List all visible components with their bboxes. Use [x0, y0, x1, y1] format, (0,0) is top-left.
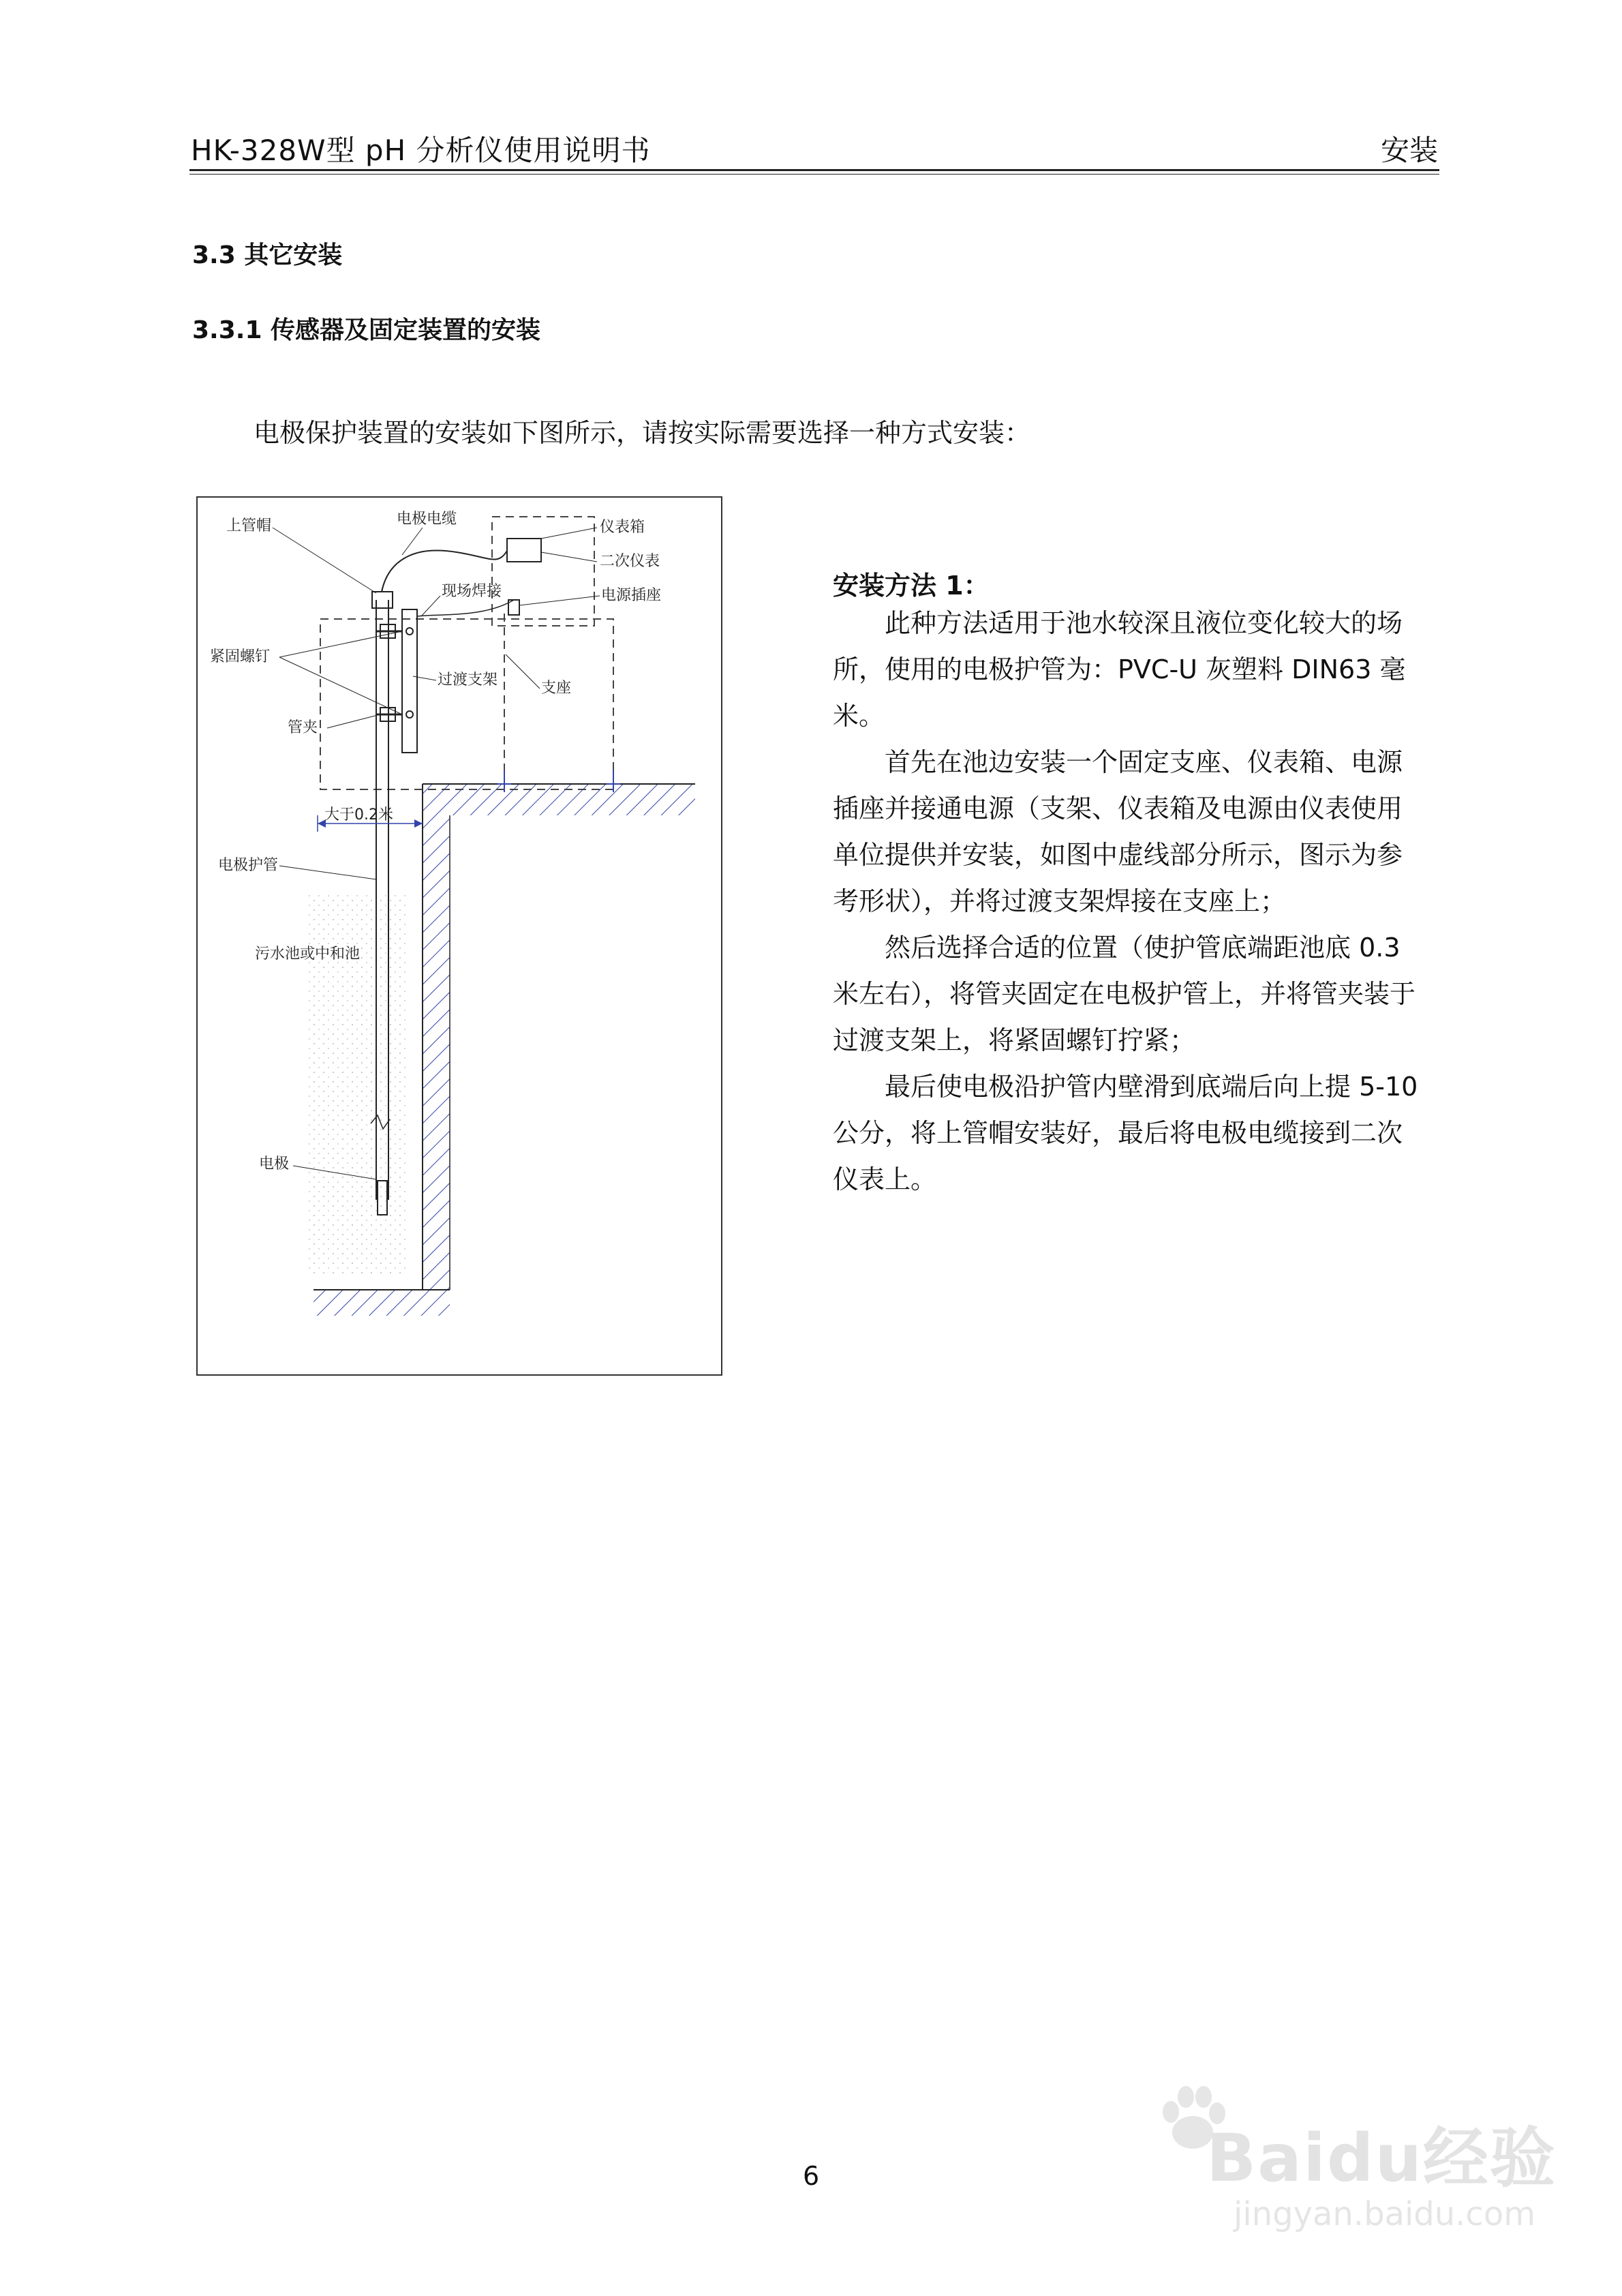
label-field-weld: 现场焊接: [442, 583, 502, 600]
method-paragraph: 最后使电极沿护管内壁滑到底端后向上提 5-10 公分，将上管帽安装好，最后将电极电缆接到二次仪表上。: [833, 1072, 1418, 1194]
label-dimension: 大于0.2米: [324, 806, 393, 824]
header-divider: [189, 169, 1439, 175]
label-transition-bracket: 过渡支架: [438, 671, 498, 689]
subsection-heading: 3.3.1 传感器及固定装置的安装: [192, 316, 541, 344]
intro-paragraph: 电极保护装置的安装如下图所示，请按实际需要选择一种方式安装：: [254, 418, 1031, 448]
method-paragraph: 此种方法适用于池水较深且液位变化较大的场所，使用的电极护管为：PVC-U 灰塑料 DIN63 毫米。: [833, 608, 1406, 731]
label-pipe-clamp: 管夹: [288, 719, 318, 736]
baidu-watermark: [1152, 2079, 1561, 2243]
label-electrode: 电极: [258, 1155, 289, 1173]
method-paragraph: 首先在池边安装一个固定支座、仪表箱、电源插座并接通电源（支架、仪表箱及电源由仪表使用单位提供并安装，如图中虚线部分所示，图示为参考形状），并将过渡支架焊接在支座上；: [833, 747, 1403, 916]
support-base: [320, 619, 613, 789]
secondary-instrument: [507, 539, 541, 562]
upper-cap: [372, 592, 393, 608]
document-title: HK-328W型 pH 分析仪使用说明书: [191, 134, 651, 167]
label-instrument-box: 仪表箱: [600, 519, 645, 536]
label-electrode-cable: 电极电缆: [397, 511, 457, 528]
label-pool: 污水池或中和池: [254, 946, 360, 963]
ground-slab: [423, 784, 695, 815]
label-set-screw: 紧固螺钉: [210, 648, 271, 665]
section-heading: 3.3 其它安装: [192, 241, 343, 269]
installation-figure: [196, 496, 722, 1376]
method-description: [833, 600, 1419, 1203]
label-upper-cap: 上管帽: [226, 517, 271, 534]
transition-bracket: [402, 609, 417, 753]
label-secondary-instrument: 二次仪表: [600, 553, 660, 570]
label-power-socket: 电源插座: [601, 587, 662, 604]
installation-diagram: [198, 498, 722, 1376]
method-title: 安装方法 1：: [833, 571, 990, 601]
instrument-box: [492, 517, 594, 626]
watermark-url: jingyan.baidu.com: [1234, 2195, 1535, 2233]
section-name: 安装: [1380, 134, 1438, 167]
label-electrode-sleeve: 电极护管: [217, 857, 278, 874]
page-number: 6: [803, 2161, 820, 2191]
method-paragraph: 然后选择合适的位置（使护管底端距池底 0.3 米左右），将管夹固定在电极护管上，并将管夹装于过渡支架上，将紧固螺钉拧紧；: [833, 933, 1416, 1055]
label-support-base: 支座: [541, 680, 572, 697]
watermark-brand: Baidu经验: [1206, 2120, 1557, 2196]
pool-bottom: [313, 1290, 450, 1316]
pool-wall: [423, 815, 450, 1290]
